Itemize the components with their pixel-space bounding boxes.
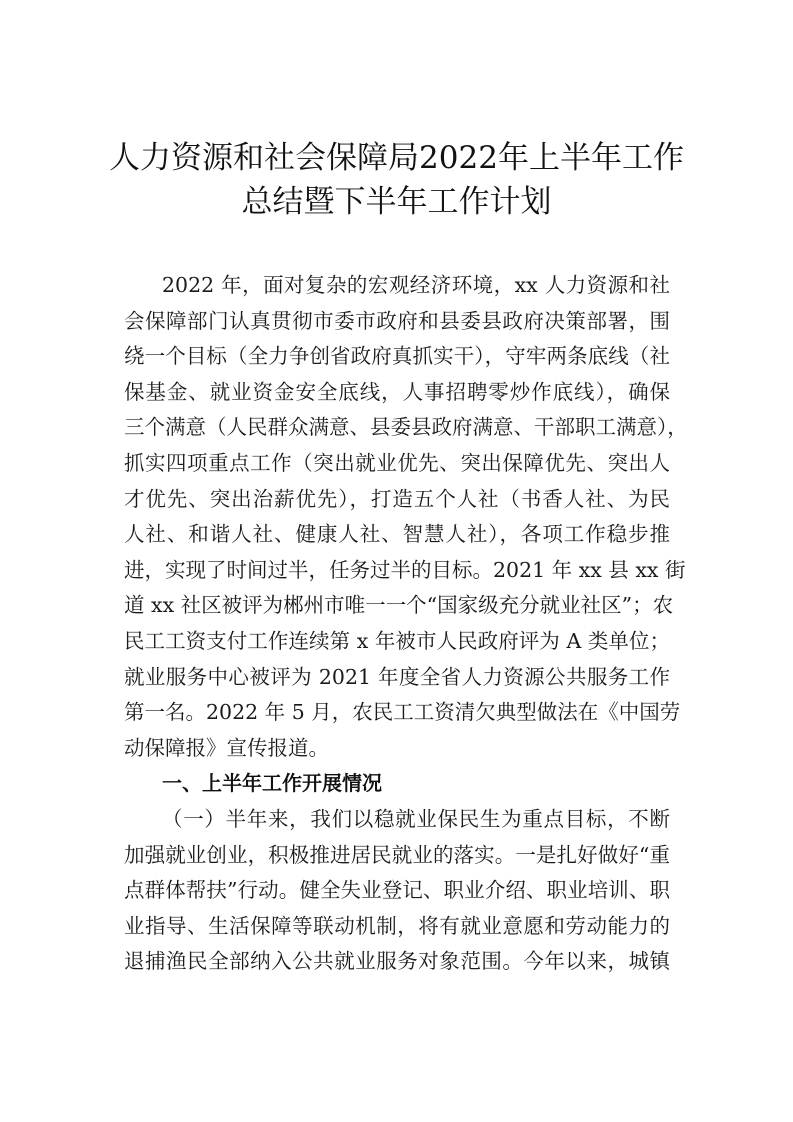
title-line-1: 人力资源和社会保障局2022年上半年工作 [109, 140, 684, 176]
document-body [124, 268, 688, 980]
paragraph-line: 进，实现了时间过半，任务过半的目标。2021 年 xx 县 xx 街 [124, 557, 686, 582]
title-line-2: 总结暨下半年工作计划 [241, 184, 552, 220]
paragraph-line: 业指导、生活保障等联动机制，将有就业意愿和劳动能力的 [124, 913, 670, 938]
paragraph-line: 加强就业创业，积极推进居民就业的落实。一是扎好做好“重 [124, 842, 670, 867]
paragraph-line: 才优先、突出治薪优先），打造五个人社（书香人社、为民 [124, 486, 670, 511]
paragraph-line: （一）半年来，我们以稳就业保民生为重点目标，不断 [162, 806, 670, 831]
paragraph-line: 三个满意（人民群众满意、县委县政府满意、干部职工满意）， [124, 415, 688, 440]
paragraph-line: 退捕渔民全部纳入公共就业服务对象范围。今年以来，城镇 [124, 949, 670, 974]
paragraph-line: 动保障报》宣传报道。 [124, 735, 329, 760]
paragraph-line: 就业服务中心被评为 2021 年度全省人力资源公共服务工作 [124, 664, 670, 689]
intro-paragraph [124, 268, 688, 766]
section-paragraph [124, 802, 670, 980]
paragraph-line: 第一名。2022 年 5 月，农民工工资清欠典型做法在《中国劳 [124, 700, 681, 725]
section-heading: 一、上半年工作开展情况 [162, 771, 382, 796]
paragraph-line: 道 xx 社区被评为郴州市唯一一个“国家级充分就业社区”；农 [124, 593, 674, 618]
paragraph-line: 抓实四项重点工作（突出就业优先、突出保障优先、突出人 [124, 450, 670, 475]
document-title [100, 136, 693, 224]
paragraph-line: 点群体帮扶”行动。健全失业登记、职业介绍、职业培训、职 [124, 878, 670, 903]
paragraph-line: 保基金、就业资金安全底线，人事招聘零炒作底线），确保 [124, 379, 670, 404]
paragraph-line: 民工工资支付工作连续第 x 年被市人民政府评为 A 类单位； [124, 628, 670, 653]
paragraph-line: 绕一个目标（全力争创省政府真抓实干），守牢两条底线（社 [124, 344, 670, 369]
paragraph-line: 人社、和谐人社、健康人社、智慧人社），各项工作稳步推 [124, 522, 670, 547]
paragraph-line: 2022 年，面对复杂的宏观经济环境，xx 人力资源和社 [162, 273, 670, 297]
paragraph-line: 会保障部门认真贯彻市委市政府和县委县政府决策部署，围 [124, 308, 670, 333]
